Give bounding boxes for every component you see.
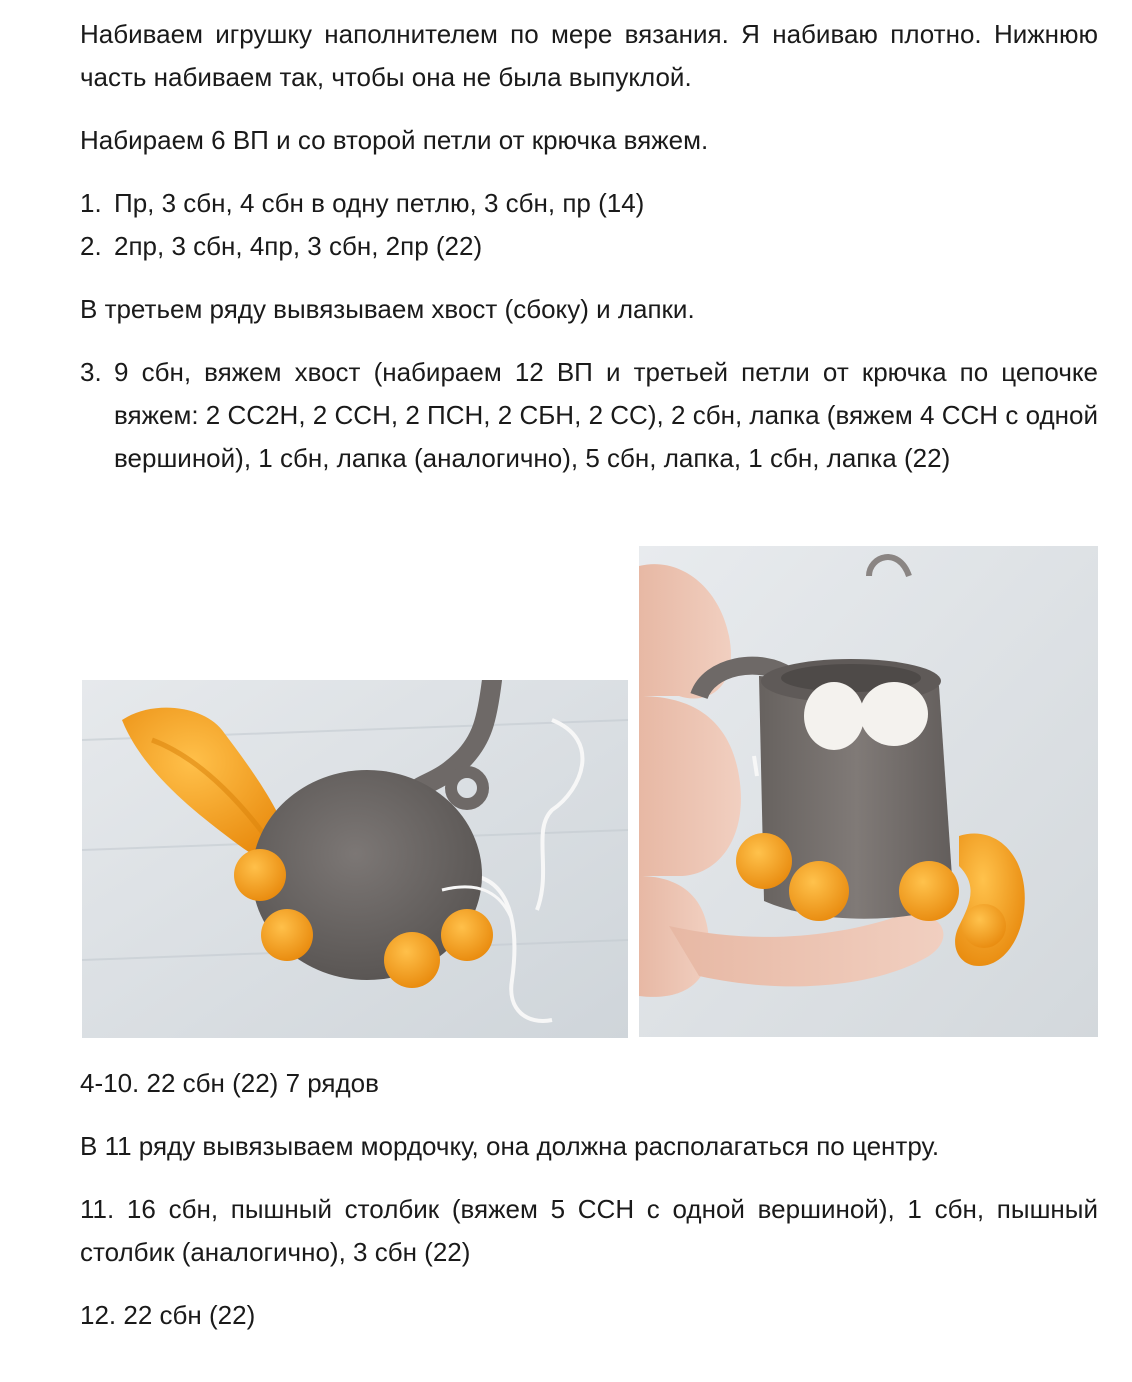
list-item bbox=[80, 225, 1098, 268]
row-text: Пр, 3 сбн, 4 сбн в одну петлю, 3 сбн, пр (14) bbox=[114, 188, 645, 218]
row-4-10: 4-10. 22 сбн (22) 7 рядов bbox=[80, 1068, 379, 1098]
pattern-text-bottom bbox=[80, 1062, 1098, 1337]
row-text: 9 сбн, вяжем хвост (набираем 12 ВП и третьей петли от крючка по цепочке вяжем: 2 СС2Н, 2 ССН, 2 ПСН, 2 СБН, 2 СС), 2 сбн, лапка (вяжем 4 ССН с одной вершиной), 1 сбн, лапка (аналогично), 5 сбн, лапка, 1 сбн, лапка (22) bbox=[114, 357, 1098, 473]
intro-paragraph-1: Набиваем игрушку наполнителем по мере вязания. Я набиваю плотно. Нижнюю часть набиваем так, чтобы она не была выпуклой. bbox=[80, 19, 1098, 92]
list-item bbox=[80, 182, 1098, 225]
row-number: 1. bbox=[80, 188, 102, 218]
row-text: 2пр, 3 сбн, 4пр, 3 сбн, 2пр (22) bbox=[114, 231, 483, 261]
note-tail-paws: В третьем ряду вывязываем хвост (сбоку) и лапки. bbox=[80, 294, 695, 324]
rows-list-a bbox=[80, 182, 1098, 268]
photo-bottom-view bbox=[82, 680, 628, 1038]
photo-hand-holding-toy bbox=[639, 546, 1098, 1037]
pattern-text-top bbox=[80, 13, 1098, 480]
row-12: 12. 22 сбн (22) bbox=[80, 1300, 256, 1330]
row-number: 3. bbox=[80, 357, 102, 387]
intro-paragraph-2: Набираем 6 ВП и со второй петли от крючка вяжем. bbox=[80, 125, 709, 155]
row-3 bbox=[80, 351, 1098, 480]
row-11: 11. 16 сбн, пышный столбик (вяжем 5 ССН с одной вершиной), 1 сбн, пышный столбик (аналогично), 3 сбн (22) bbox=[80, 1194, 1098, 1267]
row-number: 2. bbox=[80, 231, 102, 261]
note-muzzle: В 11 ряду вывязываем мордочку, она должна располагаться по центру. bbox=[80, 1131, 940, 1161]
